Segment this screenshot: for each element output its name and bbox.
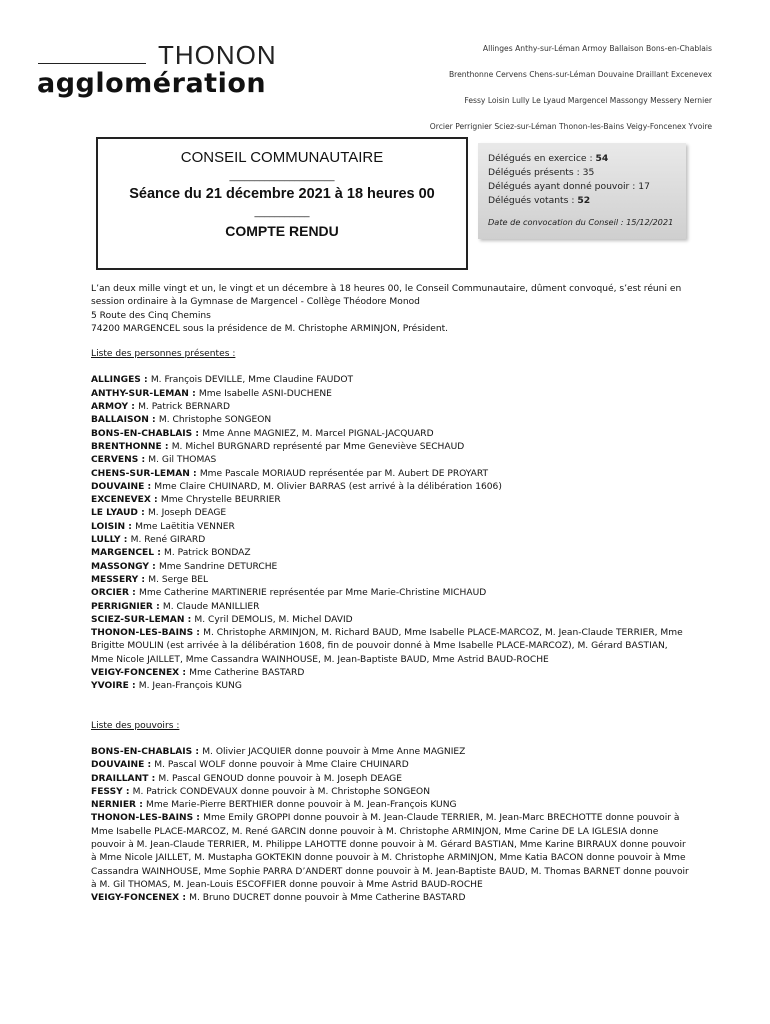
- commune-name: VEIGY-FONCENEX :: [91, 893, 190, 904]
- pouvoirs-heading: Liste des pouvoirs :: [91, 720, 180, 731]
- member-names: M. René GIRARD: [130, 535, 206, 546]
- list-item: [91, 454, 691, 467]
- delegates-exercice-label: Délégués en exercice :: [488, 153, 596, 164]
- commune-name: EXCENEVEX :: [91, 495, 161, 506]
- document-title: CONSEIL COMMUNAUTAIRE: [180, 149, 384, 166]
- list-item: [91, 481, 691, 494]
- list-item: [91, 428, 691, 441]
- member-names: M. Olivier JACQUIER donne pouvoir à Mme Anne MAGNIEZ: [202, 746, 466, 757]
- pouvoirs-list: [91, 746, 691, 906]
- communes-line-4: Orcier Perrignier Sciez-sur-Léman Thonon-les-Bains Veigy-Foncenex Yvoire: [429, 122, 712, 131]
- presents-heading: Liste des personnes présentes :: [91, 349, 236, 360]
- communes-line-2: Brenthonne Cervens Chens-sur-Léman Douvaine Draillant Excenevex: [448, 70, 712, 79]
- delegates-exercice-value: 54: [595, 153, 609, 164]
- member-names: M. Patrick BERNARD: [138, 402, 230, 413]
- list-item: [91, 561, 691, 574]
- member-names: Mme Marie-Pierre BERTHIER donne pouvoir à M. Jean-François KUNG: [146, 800, 457, 811]
- member-names: Mme Emily GROPPI donne pouvoir à M. Jean-Claude TERRIER, M. Jean-Marc BRECHOTTE donne pouvoir à Mme Isabelle PLACE-MARCOZ, M. René GARCIN donne pouvoir à M. Christophe ARMINJON, Mme Carine DE LA IGLESIA donne pouvoir à M. Jean-Claude TERRIER, M. Philippe LAHOTTE donne pouvoir à M. Gérard BASTIAN, Mme Karine BIRRAUX donne pouvoir à Mme Nicole JAILLET, M. Mustapha GOKTEKIN donne pouvoir à M. Christophe ARMINJON, Mme Katia BACON donne pouvoir à Mme Cassandra WAINHOUSE, Mme Sophie PARRA D’ANDERT donne pouvoir à M. Jean-Baptiste BAUD, M. Thomas BARNET donne pouvoir à M. Gil THOMAS, M. Jean-Louis ESCOFFIER donne pouvoir à Mme Astrid BAUD-ROCHE: [91, 813, 689, 890]
- intro-line-2: 5 Route des Cinq Chemins: [91, 310, 211, 321]
- member-names: M. Patrick CONDEVAUX donne pouvoir à M. Christophe SONGEON: [132, 786, 431, 797]
- commune-name: MASSONGY :: [91, 561, 159, 572]
- logo-agglomeration-text: agglomération: [37, 68, 267, 99]
- commune-name: DOUVAINE :: [91, 760, 155, 771]
- commune-name: MARGENCEL :: [91, 548, 165, 559]
- list-item: [91, 374, 691, 387]
- commune-name: VEIGY-FONCENEX :: [91, 668, 190, 679]
- intro-line-1: L’an deux mille vingt et un, le vingt et un décembre à 18 heures 00, le Conseil Communautaire, dûment convoqué, s’est réuni en session ordinaire à la Gymnase de Margencel - Collège Théodore Monod: [91, 284, 682, 308]
- member-names: M. Joseph DEAGE: [147, 508, 227, 519]
- title-separator: _____________________: [229, 171, 335, 182]
- list-item: [91, 759, 691, 772]
- commune-name: ORCIER :: [91, 588, 139, 599]
- commune-name: THONON-LES-BAINS :: [91, 813, 204, 824]
- seance-separator: ___________: [254, 207, 310, 218]
- convocation-date: Date de convocation du Conseil : 15/12/2021: [488, 217, 674, 227]
- commune-name: NERNIER :: [91, 800, 147, 811]
- communes-list: [430, 42, 712, 146]
- intro-line-3: 74200 MARGENCEL sous la présidence de M. Christophe ARMINJON, Président.: [91, 323, 449, 334]
- list-item: [91, 786, 691, 799]
- list-item: [91, 587, 691, 600]
- compte-rendu-heading: COMPTE RENDU: [225, 223, 339, 239]
- member-names: Mme Chrystelle BEURRIER: [160, 495, 281, 506]
- commune-name: ALLINGES :: [91, 375, 151, 386]
- delegates-stats-box: [478, 143, 686, 239]
- member-names: Mme Pascale MORIAUD représentée par M. Aubert DE PROYART: [199, 468, 489, 479]
- list-item: [91, 799, 691, 812]
- commune-name: DOUVAINE :: [91, 481, 155, 492]
- delegates-votants-label: Délégués votants :: [488, 195, 578, 206]
- member-names: Mme Isabelle ASNI-DUCHENE: [198, 388, 332, 399]
- title-box: [96, 137, 468, 270]
- commune-name: LULLY :: [91, 535, 131, 546]
- list-item: [91, 601, 691, 614]
- commune-name: YVOIRE :: [91, 681, 139, 692]
- member-names: M. Michel BURGNARD représenté par Mme Geneviève SECHAUD: [171, 441, 465, 452]
- commune-name: FESSY :: [91, 786, 133, 797]
- commune-name: DRAILLANT :: [91, 773, 159, 784]
- commune-name: PERRIGNIER :: [91, 601, 163, 612]
- member-names: Mme Laëtitia VENNER: [135, 521, 235, 532]
- member-names: M. François DEVILLE, Mme Claudine FAUDOT: [150, 375, 354, 386]
- list-item: [91, 680, 691, 693]
- list-item: [91, 614, 691, 627]
- list-item: [91, 534, 691, 547]
- member-names: M. Gil THOMAS: [148, 455, 217, 466]
- commune-name: ANTHY-SUR-LEMAN :: [91, 388, 199, 399]
- commune-name: THONON-LES-BAINS :: [91, 628, 204, 639]
- delegates-pouvoir: Délégués ayant donné pouvoir : 17: [488, 181, 650, 192]
- list-item: [91, 521, 691, 534]
- commune-name: BALLAISON :: [91, 415, 159, 426]
- list-item: [91, 547, 691, 560]
- commune-name: CHENS-SUR-LEMAN :: [91, 468, 200, 479]
- presents-list: [91, 374, 691, 693]
- delegates-votants: [488, 194, 676, 208]
- list-item: [91, 388, 691, 401]
- intro-paragraph: [91, 283, 691, 336]
- member-names: Mme Sandrine DETURCHE: [158, 561, 278, 572]
- delegates-presents: Délégués présents : 35: [488, 167, 595, 178]
- member-names: Mme Anne MAGNIEZ, M. Marcel PIGNAL-JACQUARD: [202, 428, 434, 439]
- document-body: [91, 283, 691, 905]
- list-item: [91, 494, 691, 507]
- member-names: M. Serge BEL: [148, 574, 209, 585]
- list-item: [91, 746, 691, 759]
- list-item: [91, 892, 691, 905]
- commune-name: LE LYAUD :: [91, 508, 148, 519]
- list-item: [91, 507, 691, 520]
- member-names: M. Jean-François KUNG: [138, 681, 242, 692]
- list-item: [91, 667, 691, 680]
- member-names: M. Pascal WOLF donne pouvoir à Mme Claire CHUINARD: [154, 760, 409, 771]
- commune-name: LOISIN :: [91, 521, 136, 532]
- list-item: [91, 414, 691, 427]
- delegates-exercice: [488, 152, 676, 166]
- commune-name: CERVENS :: [91, 455, 149, 466]
- list-item: [91, 441, 691, 454]
- list-item: [91, 627, 691, 667]
- communes-line-1: Allinges Anthy-sur-Léman Armoy Ballaison Bons-en-Chablais: [482, 44, 712, 53]
- member-names: Mme Catherine MARTINERIE représentée par Mme Marie-Christine MICHAUD: [138, 588, 487, 599]
- member-names: Mme Claire CHUINARD, M. Olivier BARRAS (est arrivé à la délibération 1606): [154, 481, 502, 492]
- list-item: [91, 574, 691, 587]
- logo-rule: [38, 63, 146, 64]
- commune-name: ARMOY :: [91, 402, 139, 413]
- seance-date: Séance du 21 décembre 2021 à 18 heures 00: [129, 186, 435, 202]
- member-names: M. Claude MANILLIER: [162, 601, 260, 612]
- member-names: M. Christophe ARMINJON, M. Richard BAUD, Mme Isabelle PLACE-MARCOZ, M. Jean-Claude TERRIER, Mme Brigitte MOULIN (est arrivée à la délibération 1608, fin de pouvoir donné à Mme Isabelle PLACE-MARCOZ), M. Gérard BASTIAN, Mme Nicole JAILLET, Mme Cassandra WAINHOUSE, M. Jean-Baptiste BAUD, Mme Astrid BAUD-ROCHE: [91, 628, 683, 665]
- commune-name: BRENTHONNE :: [91, 441, 172, 452]
- delegates-votants-value: 52: [577, 195, 591, 206]
- list-item: [91, 468, 691, 481]
- commune-name: BONS-EN-CHABLAIS :: [91, 746, 203, 757]
- member-names: M. Pascal GENOUD donne pouvoir à M. Joseph DEAGE: [158, 773, 402, 784]
- list-item: [91, 773, 691, 786]
- logo-thonon-text: THONON: [158, 40, 277, 70]
- communes-line-3: Fessy Loisin Lully Le Lyaud Margencel Massongy Messery Nernier: [464, 96, 712, 105]
- member-names: Mme Catherine BASTARD: [189, 668, 305, 679]
- list-item: [91, 812, 691, 892]
- member-names: M. Cyril DEMOLIS, M. Michel DAVID: [194, 614, 353, 625]
- list-item: [91, 401, 691, 414]
- member-names: M. Bruno DUCRET donne pouvoir à Mme Catherine BASTARD: [189, 893, 466, 904]
- commune-name: BONS-EN-CHABLAIS :: [91, 428, 203, 439]
- commune-name: SCIEZ-SUR-LEMAN :: [91, 614, 195, 625]
- commune-name: MESSERY :: [91, 574, 149, 585]
- member-names: M. Patrick BONDAZ: [164, 548, 251, 559]
- member-names: M. Christophe SONGEON: [158, 415, 272, 426]
